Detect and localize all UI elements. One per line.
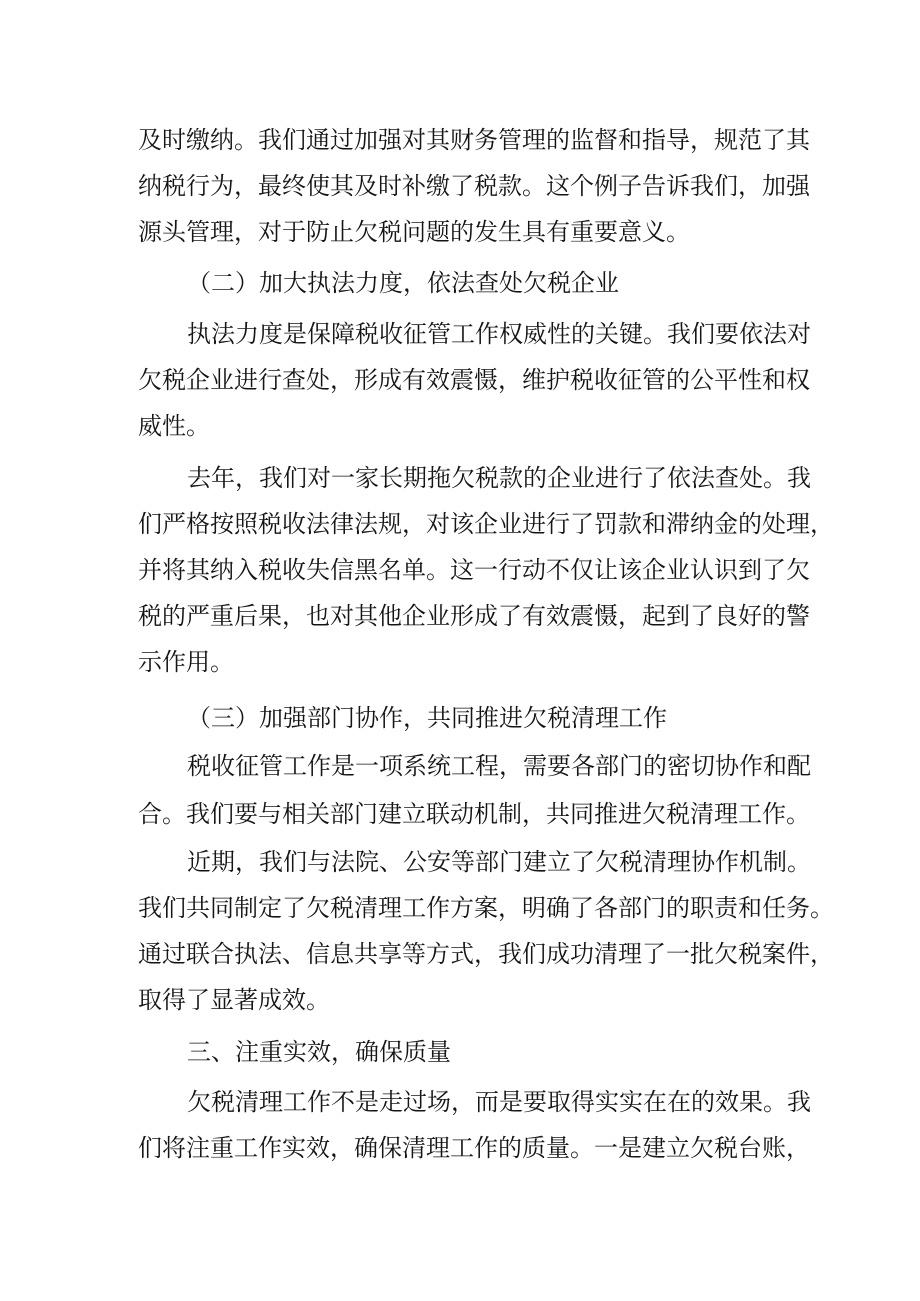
section-3-heading: 三、注重实效，确保质量	[187, 1038, 451, 1066]
para3-line-1: 去年，我们对一家长期拖欠税款的企业进行了依法查处。我	[187, 464, 811, 492]
para5-line-3: 通过联合执法、信息共享等方式，我们成功清理了一批欠税案件，	[138, 940, 834, 968]
para1-line-1: 及时缴纳。我们通过加强对其财务管理的监督和指导，规范了其	[138, 126, 810, 154]
heading-2: （二）加大执法力度，依法查处欠税企业	[187, 269, 619, 297]
para5-line-4: 取得了显著成效。	[138, 986, 330, 1014]
para2-line-2: 欠税企业进行查处，形成有效震慑，维护税收征管的公平性和权	[138, 366, 810, 394]
para2-line-3: 威性。	[138, 412, 210, 440]
para3-line-2: 们严格按照税收法律法规，对该企业进行了罚款和滞纳金的处理，	[138, 510, 834, 538]
para6-line-2: 们将注重工作实效，确保清理工作的质量。一是建立欠税台账，	[138, 1134, 810, 1162]
para1-line-3: 源头管理，对于防止欠税问题的发生具有重要意义。	[138, 218, 690, 246]
para2-line-1: 执法力度是保障税收征管工作权威性的关键。我们要依法对	[187, 320, 811, 348]
para3-line-5: 示作用。	[138, 648, 234, 676]
para1-line-2: 纳税行为，最终使其及时补缴了税款。这个例子告诉我们，加强	[138, 172, 810, 200]
para3-line-4: 税的严重后果，也对其他企业形成了有效震慑，起到了良好的警	[138, 602, 810, 630]
para3-line-3: 并将其纳入税收失信黑名单。这一行动不仅让该企业认识到了欠	[138, 556, 810, 584]
para5-line-2: 我们共同制定了欠税清理工作方案，明确了各部门的职责和任务。	[138, 894, 834, 922]
para6-line-1: 欠税清理工作不是走过场，而是要取得实实在在的效果。我	[187, 1088, 811, 1116]
heading-3: （三）加强部门协作，共同推进欠税清理工作	[187, 704, 667, 732]
para4-line-2: 合。我们要与相关部门建立联动机制，共同推进欠税清理工作。	[138, 800, 810, 828]
para5-line-1: 近期，我们与法院、公安等部门建立了欠税清理协作机制。	[187, 848, 811, 876]
para4-line-1: 税收征管工作是一项系统工程，需要各部门的密切协作和配	[187, 752, 811, 780]
